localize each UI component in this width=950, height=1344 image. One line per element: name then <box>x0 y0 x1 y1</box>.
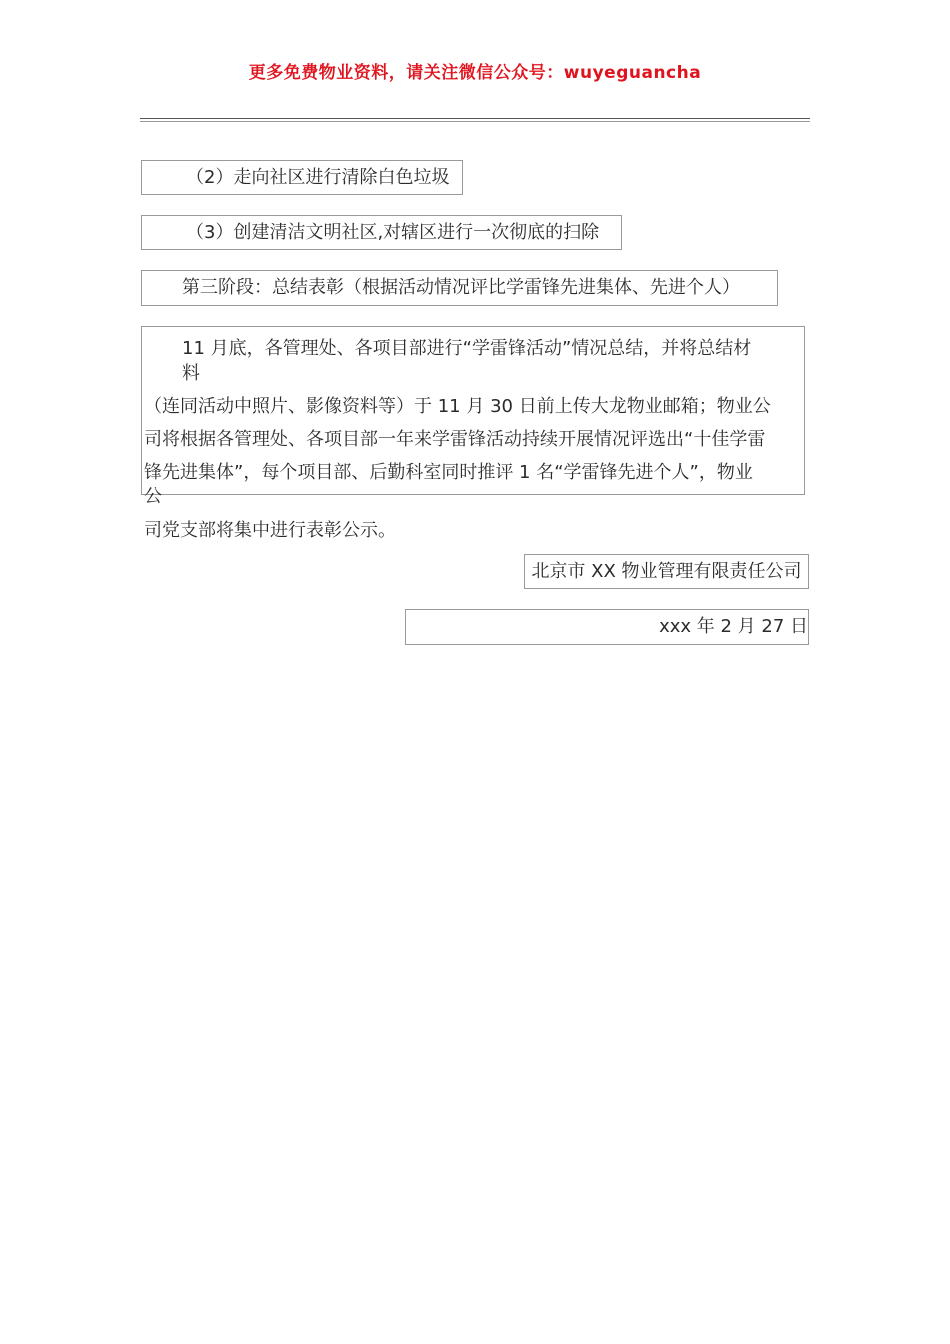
signature-company: 北京市 XX 物业管理有限责任公司 <box>524 554 809 589</box>
paragraph-line: 公 <box>144 486 162 507</box>
list-item-step-3: （3）创建清洁文明社区,对辖区进行一次彻底的扫除 <box>141 215 622 250</box>
promo-header: 更多免费物业资料，请关注微信公众号：wuyeguancha <box>248 63 702 83</box>
header-rule-secondary <box>140 121 810 122</box>
signature-date: xxx 年 2 月 27 日 <box>405 609 809 645</box>
paragraph-line: 锋先进集体”，每个项目部、后勤科室同时推评 1 名“学雷锋先进个人”，物业 <box>144 462 753 483</box>
paragraph-line: （连同活动中照片、影像资料等）于 11 月 30 日前上传大龙物业邮箱；物业公 <box>144 396 771 417</box>
paragraph-line: 司党支部将集中进行表彰公示。 <box>144 520 396 541</box>
paragraph-line: 11 月底，各管理处、各项目部进行“学雷锋活动”情况总结，并将总结材 <box>182 338 752 359</box>
paragraph-line: 料 <box>182 363 200 384</box>
stage-three-heading: 第三阶段：总结表彰（根据活动情况评比学雷锋先进集体、先进个人） <box>141 270 778 306</box>
header-rule <box>140 118 810 119</box>
list-item-step-2: （2）走向社区进行清除白色垃圾 <box>141 160 463 195</box>
paragraph-line: 司将根据各管理处、各项目部一年来学雷锋活动持续开展情况评选出“十佳学雷 <box>144 429 766 450</box>
